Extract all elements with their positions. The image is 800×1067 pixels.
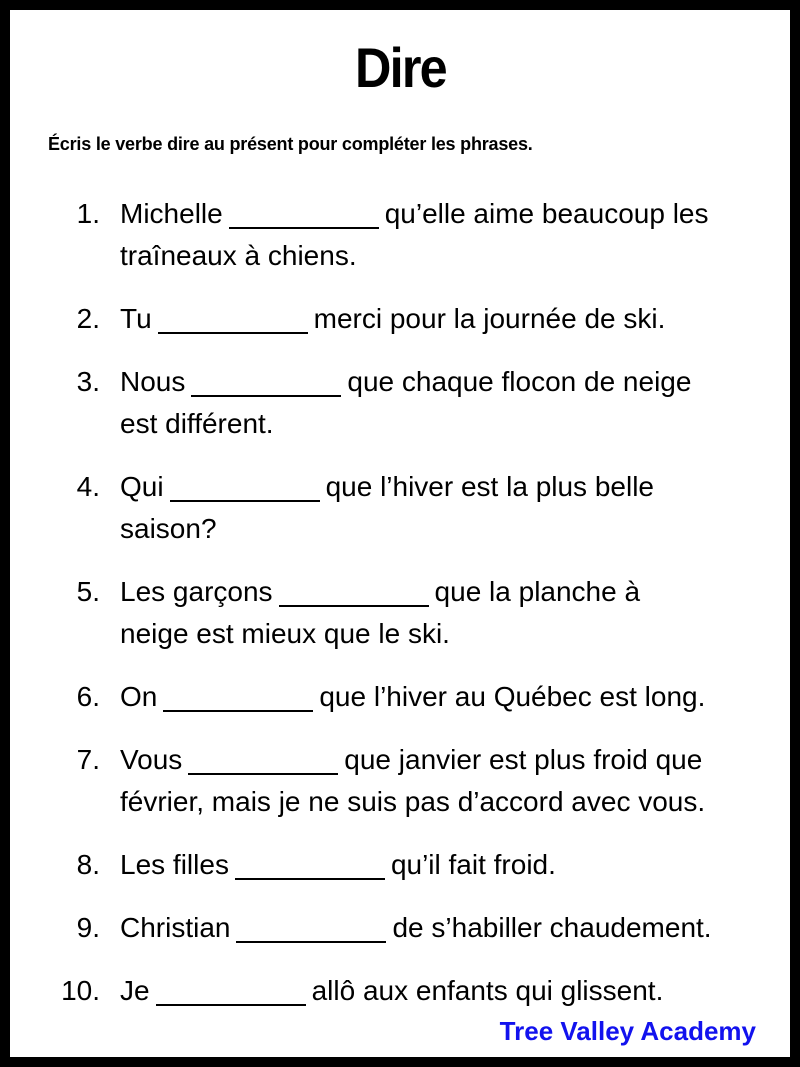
answer-blank [235, 850, 385, 880]
sentence-line2: saison? [120, 512, 217, 544]
sentence [120, 571, 760, 655]
page-title-text: Dire [354, 36, 446, 99]
answer-blank [170, 472, 320, 502]
sentence-before: Michelle [120, 197, 223, 229]
sentence-after: de s’habiller chaudement. [392, 911, 712, 943]
sentence-before: Christian [120, 911, 231, 943]
sentence-before: Vous [120, 743, 183, 775]
sentence [120, 844, 760, 886]
exercise-item-5 [40, 571, 790, 655]
sentence-before: Nous [120, 365, 186, 397]
page-title [10, 36, 790, 99]
answer-blank [188, 745, 338, 775]
item-number: 7. [76, 743, 100, 775]
sentence [120, 739, 760, 823]
sentence-after: qu’elle aime beaucoup les [384, 197, 709, 229]
brand-watermark: Tree Valley Academy [499, 1016, 756, 1046]
answer-blank [156, 976, 306, 1006]
answer-blank [158, 304, 308, 334]
sentence [120, 466, 760, 550]
sentence-line2: traîneaux à chiens. [120, 239, 357, 271]
sentence [120, 676, 760, 718]
sentence-before: Les filles [120, 848, 229, 880]
sentence [120, 193, 760, 277]
item-number: 4. [76, 470, 100, 502]
exercise-item-7 [40, 739, 790, 823]
answer-blank [279, 577, 429, 607]
item-number: 1. [76, 197, 100, 229]
sentence-after: que chaque flocon de neige [347, 365, 692, 397]
sentence-before: Qui [120, 470, 164, 502]
exercise-item-9 [40, 907, 790, 949]
exercise-item-6 [40, 676, 790, 718]
sentence-before: Les garçons [120, 575, 273, 607]
item-number: 6. [76, 680, 100, 712]
sentence-after: que janvier est plus froid que [344, 743, 703, 775]
sentence [120, 298, 760, 340]
item-number: 3. [76, 365, 100, 397]
exercise-item-4 [40, 466, 790, 550]
item-number: 5. [76, 575, 100, 607]
sentence-line2: est différent. [120, 407, 274, 439]
item-number: 2. [76, 302, 100, 334]
answer-blank [236, 913, 386, 943]
sentence-before: On [120, 680, 158, 712]
sentence-line2: février, mais je ne suis pas d’accord avec vous. [120, 785, 706, 817]
exercise-item-2 [40, 298, 790, 340]
answer-blank [191, 367, 341, 397]
exercise-item-8 [40, 844, 790, 886]
sentence-after: que l’hiver au Québec est long. [319, 680, 706, 712]
sentence [120, 970, 760, 1012]
sentence-after: que la planche à [434, 575, 641, 607]
item-number: 9. [76, 911, 100, 943]
exercise-item-3 [40, 361, 790, 445]
sentence-before: Tu [120, 302, 152, 334]
sentence-after: merci pour la journée de ski. [313, 302, 666, 334]
sentence-line2: neige est mieux que le ski. [120, 617, 450, 649]
sentence-after: qu’il fait froid. [390, 848, 556, 880]
sentence [120, 907, 760, 949]
sentence-after: que l’hiver est la plus belle [325, 470, 654, 502]
sentence-after: allô aux enfants qui glissent. [311, 974, 664, 1006]
exercise-list [40, 193, 790, 1012]
exercise-item-1 [40, 193, 790, 277]
answer-blank [229, 199, 379, 229]
exercise-item-10 [40, 970, 790, 1012]
item-number: 10. [61, 974, 100, 1006]
answer-blank [163, 682, 313, 712]
item-number: 8. [76, 848, 100, 880]
sentence [120, 361, 760, 445]
worksheet-instructions: Écris le verbe dire au présent pour compléter les phrases. [48, 133, 533, 154]
sentence-before: Je [120, 974, 150, 1006]
